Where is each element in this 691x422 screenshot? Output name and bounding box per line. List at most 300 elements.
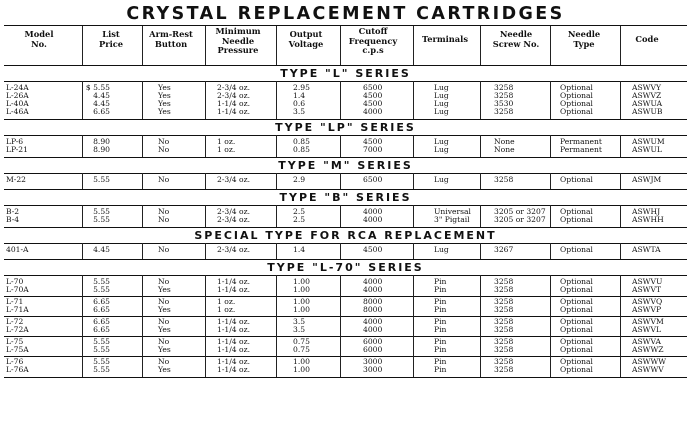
cell-terminals: Pin — [434, 325, 447, 334]
cell-needle-type: Optional — [560, 215, 593, 224]
cell-terminals: Pin — [434, 357, 447, 366]
column-divider — [205, 81, 206, 119]
cell-needle-screw-no: 3258 — [494, 91, 514, 100]
header-column-divider — [480, 26, 481, 65]
cell-terminals: Lug — [434, 245, 449, 254]
header-top-rule — [4, 25, 687, 26]
column-divider — [276, 81, 277, 119]
cell-needle-type: Permanent — [560, 137, 602, 146]
header-column-divider — [205, 26, 206, 65]
header-column-divider — [276, 26, 277, 65]
cell-needle-pressure: 1-1/4 oz. — [217, 285, 251, 294]
header-needle-type: Needle Type — [567, 29, 601, 49]
cell-cutoff-frequency: 6500 — [363, 175, 383, 184]
header-needle-pressure: Minimum Needle Pressure — [215, 26, 261, 55]
cell-code: ASWTA — [632, 245, 661, 254]
cell-arm-rest-button: Yes — [158, 365, 171, 374]
column-divider — [620, 205, 621, 227]
cell-terminals: Pin — [434, 345, 447, 354]
cell-needle-pressure: 1-1/4 oz. — [217, 317, 251, 326]
cell-arm-rest-button: No — [158, 175, 170, 184]
column-divider — [550, 135, 551, 157]
cell-list-price: 5.55 — [93, 357, 110, 366]
section-title: TYPE "LP" SERIES — [275, 121, 416, 134]
cell-needle-type: Permanent — [560, 145, 602, 154]
column-divider — [480, 81, 481, 119]
cell-needle-pressure: 1-1/4 oz. — [217, 107, 251, 116]
cell-needle-type: Optional — [560, 317, 593, 326]
cell-code: ASWVT — [632, 285, 662, 294]
column-divider — [550, 243, 551, 259]
column-headers — [4, 27, 687, 65]
cell-needle-screw-no: 3258 — [494, 337, 514, 346]
cell-needle-type: Optional — [560, 99, 593, 108]
header-output-voltage: Output Voltage — [288, 29, 324, 49]
table-row — [4, 216, 687, 224]
cell-list-price: 6.65 — [93, 107, 110, 116]
cell-needle-type: Optional — [560, 245, 593, 254]
cell-list-price: 6.65 — [93, 305, 110, 314]
column-divider — [205, 243, 206, 259]
cell-code: ASWVP — [632, 305, 662, 314]
cell-arm-rest-button: Yes — [158, 99, 171, 108]
column-divider — [276, 205, 277, 227]
cell-cutoff-frequency: 4000 — [363, 285, 383, 294]
cell-output-voltage: 2.9 — [293, 175, 306, 184]
cell-code: ASWVY — [632, 83, 661, 92]
cell-code: ASWVA — [632, 337, 661, 346]
cell-cutoff-frequency: 4000 — [363, 107, 383, 116]
cell-code: ASWUM — [632, 137, 665, 146]
cell-cutoff-frequency: 7000 — [363, 145, 383, 154]
cell-list-price: 8.90 — [93, 137, 110, 146]
table-row — [4, 306, 687, 314]
cell-output-voltage: 1.00 — [293, 365, 310, 374]
column-divider — [82, 135, 83, 157]
cell-list-price: 4.45 — [93, 245, 110, 254]
column-divider — [413, 135, 414, 157]
column-divider — [480, 243, 481, 259]
cell-code: ASWVQ — [632, 297, 663, 306]
cell-code: ASWUL — [632, 145, 662, 154]
cell-list-price: 5.55 — [93, 207, 110, 216]
cell-list-price: 5.55 — [93, 337, 110, 346]
column-divider — [276, 275, 277, 377]
cell-code: ASWUA — [632, 99, 663, 108]
cell-output-voltage: 3.5 — [293, 325, 306, 334]
table-row — [4, 326, 687, 334]
column-divider — [82, 243, 83, 259]
cell-terminals: Pin — [434, 365, 447, 374]
cell-needle-pressure: 1-1/4 oz. — [217, 337, 251, 346]
section-title: TYPE "B" SERIES — [279, 191, 412, 204]
column-divider — [550, 81, 551, 119]
cell-arm-rest-button: No — [158, 277, 170, 286]
cell-output-voltage: 1.00 — [293, 357, 310, 366]
column-divider — [205, 173, 206, 189]
cell-list-price: 5.55 — [93, 277, 110, 286]
cell-cutoff-frequency: 4500 — [363, 137, 383, 146]
cell-code: ASWWW — [632, 357, 667, 366]
header-model: Model No. — [24, 29, 54, 49]
cell-model-no: L-76 — [6, 357, 24, 366]
cell-terminals: Lug — [434, 107, 449, 116]
cell-cutoff-frequency: 4500 — [363, 91, 383, 100]
cell-cutoff-frequency: 3000 — [363, 357, 383, 366]
cell-terminals: Pin — [434, 297, 447, 306]
cell-cutoff-frequency: 4000 — [363, 325, 383, 334]
cell-model-no: L-26A — [6, 91, 29, 100]
table-row — [4, 286, 687, 294]
cell-arm-rest-button: Yes — [158, 305, 171, 314]
cell-arm-rest-button: No — [158, 207, 170, 216]
cell-needle-screw-no: 3258 — [494, 83, 514, 92]
column-divider — [142, 205, 143, 227]
cell-arm-rest-button: Yes — [158, 285, 171, 294]
column-divider — [340, 81, 341, 119]
cell-needle-type: Optional — [560, 285, 593, 294]
column-divider — [413, 205, 414, 227]
cell-arm-rest-button: No — [158, 297, 170, 306]
cell-needle-pressure: 1-1/4 oz. — [217, 365, 251, 374]
cell-cutoff-frequency: 6000 — [363, 337, 383, 346]
cell-needle-pressure: 1-1/4 oz. — [217, 325, 251, 334]
column-divider — [205, 275, 206, 377]
cell-code: ASWWZ — [632, 345, 664, 354]
cell-model-no: L-72 — [6, 317, 24, 326]
column-divider — [620, 81, 621, 119]
cell-needle-pressure: 2-3/4 oz. — [217, 175, 251, 184]
section-top-rule — [4, 227, 687, 228]
cell-needle-pressure: 2-3/4 oz. — [217, 91, 251, 100]
cell-cutoff-frequency: 4000 — [363, 277, 383, 286]
cell-list-price: 6.65 — [93, 297, 110, 306]
section-title-rule — [4, 205, 687, 206]
cell-output-voltage: 2.95 — [293, 83, 310, 92]
cell-output-voltage: 1.00 — [293, 297, 310, 306]
cell-model-no: B-2 — [6, 207, 20, 216]
cell-cutoff-frequency: 4000 — [363, 317, 383, 326]
cell-needle-pressure: 1-1/4 oz. — [217, 345, 251, 354]
cell-model-no: L-72A — [6, 325, 29, 334]
column-divider — [340, 275, 341, 377]
header-cutoff-frequency: Cutoff Frequency c.p.s — [348, 26, 398, 55]
cell-output-voltage: 1.4 — [293, 245, 306, 254]
column-divider — [413, 243, 414, 259]
cell-output-voltage: 3.5 — [293, 107, 306, 116]
cell-needle-type: Optional — [560, 365, 593, 374]
cell-list-price: 6.65 — [93, 325, 110, 334]
cell-cutoff-frequency: 4000 — [363, 215, 383, 224]
cell-model-no: LP-21 — [6, 145, 28, 154]
cell-terminals: Universal — [434, 207, 471, 216]
cell-model-no: L-75 — [6, 337, 24, 346]
cell-list-price: 4.45 — [93, 91, 110, 100]
cell-model-no: L-40A — [6, 99, 29, 108]
cell-arm-rest-button: Yes — [158, 107, 171, 116]
table-row — [4, 346, 687, 354]
cell-terminals: 3" Pigtail — [434, 215, 470, 224]
cell-needle-screw-no: 3530 — [494, 99, 514, 108]
cell-needle-pressure: 1-1/4 oz. — [217, 357, 251, 366]
section-title: SPECIAL TYPE FOR RCA REPLACEMENT — [194, 229, 497, 242]
section-title-rule — [4, 243, 687, 244]
cell-terminals: Pin — [434, 317, 447, 326]
cell-output-voltage: 2.5 — [293, 207, 306, 216]
cell-needle-type: Optional — [560, 297, 593, 306]
column-divider — [413, 81, 414, 119]
header-column-divider — [340, 26, 341, 65]
cell-needle-pressure: 2-3/4 oz. — [217, 215, 251, 224]
column-divider — [142, 173, 143, 189]
cell-arm-rest-button: No — [158, 317, 170, 326]
cell-cutoff-frequency: 8000 — [363, 297, 383, 306]
table-row — [4, 366, 687, 374]
cell-needle-type: Optional — [560, 107, 593, 116]
table-row — [4, 108, 687, 116]
page-title: CRYSTAL REPLACEMENT CARTRIDGES — [126, 4, 565, 24]
column-divider — [276, 173, 277, 189]
cell-needle-type: Optional — [560, 207, 593, 216]
column-divider — [480, 173, 481, 189]
cell-terminals: Pin — [434, 285, 447, 294]
cell-code: ASWUB — [632, 107, 663, 116]
cell-list-price: 5.55 — [93, 215, 110, 224]
column-divider — [480, 205, 481, 227]
section-title: TYPE "L-70" SERIES — [267, 261, 424, 274]
cell-code: ASWVZ — [632, 91, 662, 100]
section-title: TYPE "M" SERIES — [278, 159, 413, 172]
column-divider — [276, 135, 277, 157]
column-divider — [340, 205, 341, 227]
cell-terminals: Lug — [434, 91, 449, 100]
cell-model-no: M-22 — [6, 175, 27, 184]
cell-model-no: L-76A — [6, 365, 29, 374]
cell-terminals: Lug — [434, 99, 449, 108]
cell-needle-type: Optional — [560, 175, 593, 184]
section-title-rule — [4, 135, 687, 136]
cell-arm-rest-button: Yes — [158, 91, 171, 100]
header-price: List Price — [98, 29, 124, 49]
cell-needle-screw-no: 3258 — [494, 357, 514, 366]
cell-code: ASWVM — [632, 317, 664, 326]
cell-needle-screw-no: 3205 or 3207 — [494, 215, 546, 224]
cell-list-price: $ 5.55 — [85, 83, 110, 92]
column-divider — [413, 173, 414, 189]
column-divider — [480, 135, 481, 157]
header-needle-screw: Needle Screw No. — [492, 29, 540, 49]
header-terminals: Terminals — [421, 34, 469, 44]
cell-needle-screw-no: 3205 or 3207 — [494, 207, 546, 216]
cell-list-price: 5.55 — [93, 345, 110, 354]
cell-code: ASWVL — [632, 325, 662, 334]
cell-needle-screw-no: None — [494, 145, 515, 154]
header-column-divider — [550, 26, 551, 65]
cell-needle-screw-no: 3258 — [494, 107, 514, 116]
cell-needle-pressure: 2-3/4 oz. — [217, 245, 251, 254]
column-divider — [82, 81, 83, 119]
cell-terminals: Lug — [434, 175, 449, 184]
column-divider — [550, 275, 551, 377]
cell-model-no: L-24A — [6, 83, 29, 92]
column-divider — [480, 275, 481, 377]
section-title-rule — [4, 275, 687, 276]
cell-needle-pressure: 1-1/4 oz. — [217, 99, 251, 108]
cell-list-price: 5.55 — [93, 175, 110, 184]
cell-cutoff-frequency: 4000 — [363, 207, 383, 216]
cell-arm-rest-button: Yes — [158, 325, 171, 334]
cell-needle-screw-no: 3258 — [494, 325, 514, 334]
cell-cutoff-frequency: 4500 — [363, 99, 383, 108]
column-divider — [82, 205, 83, 227]
cell-needle-pressure: 1 oz. — [217, 145, 236, 154]
column-divider — [620, 173, 621, 189]
cell-needle-pressure: 1 oz. — [217, 137, 236, 146]
section-top-rule — [4, 157, 687, 158]
header-column-divider — [620, 26, 621, 65]
cell-output-voltage: 1.00 — [293, 285, 310, 294]
header-column-divider — [82, 26, 83, 65]
cell-output-voltage: 1.00 — [293, 305, 310, 314]
cell-needle-screw-no: 3258 — [494, 365, 514, 374]
cell-output-voltage: 1.00 — [293, 277, 310, 286]
cell-output-voltage: 1.4 — [293, 91, 306, 100]
cell-list-price: 5.55 — [93, 285, 110, 294]
cell-needle-screw-no: 3267 — [494, 245, 514, 254]
cell-cutoff-frequency: 8000 — [363, 305, 383, 314]
cell-output-voltage: 0.85 — [293, 145, 310, 154]
cell-arm-rest-button: Yes — [158, 345, 171, 354]
cell-needle-screw-no: 3258 — [494, 317, 514, 326]
cell-needle-screw-no: 3258 — [494, 345, 514, 354]
header-column-divider — [142, 26, 143, 65]
cell-needle-screw-no: 3258 — [494, 277, 514, 286]
cell-output-voltage: 2.5 — [293, 215, 306, 224]
column-divider — [142, 81, 143, 119]
header-column-divider — [413, 26, 414, 65]
cell-code: ASWWV — [632, 365, 664, 374]
cell-output-voltage: 0.6 — [293, 99, 306, 108]
cell-model-no: L-75A — [6, 345, 29, 354]
section-title-rule — [4, 81, 687, 82]
section-title: TYPE "L" SERIES — [280, 67, 411, 80]
cell-needle-screw-no: 3258 — [494, 297, 514, 306]
cell-code: ASWJM — [632, 175, 662, 184]
cell-terminals: Lug — [434, 137, 449, 146]
cell-needle-screw-no: 3258 — [494, 285, 514, 294]
cell-needle-pressure: 1 oz. — [217, 297, 236, 306]
cell-model-no: B-4 — [6, 215, 20, 224]
cell-needle-screw-no: 3258 — [494, 305, 514, 314]
cell-output-voltage: 0.75 — [293, 337, 310, 346]
section-title-rule — [4, 173, 687, 174]
cell-needle-type: Optional — [560, 277, 593, 286]
cell-model-no: L-70 — [6, 277, 24, 286]
column-divider — [340, 243, 341, 259]
cell-model-no: L-71A — [6, 305, 29, 314]
column-divider — [205, 135, 206, 157]
cell-list-price: 6.65 — [93, 317, 110, 326]
column-divider — [413, 275, 414, 377]
cell-needle-pressure: 1-1/4 oz. — [217, 277, 251, 286]
column-divider — [142, 275, 143, 377]
cell-list-price: 5.55 — [93, 365, 110, 374]
cell-needle-pressure: 2-3/4 oz. — [217, 207, 251, 216]
cell-arm-rest-button: No — [158, 245, 170, 254]
column-divider — [82, 173, 83, 189]
section-top-rule — [4, 259, 687, 260]
column-divider — [550, 205, 551, 227]
table-row — [4, 246, 687, 254]
section-top-rule — [4, 65, 687, 66]
cell-terminals: Pin — [434, 277, 447, 286]
cell-terminals: Pin — [434, 337, 447, 346]
cell-model-no: LP-6 — [6, 137, 24, 146]
cell-terminals: Pin — [434, 305, 447, 314]
cell-needle-type: Optional — [560, 91, 593, 100]
header-code: Code — [635, 34, 659, 44]
cell-code: ASWHH — [632, 215, 664, 224]
cell-model-no: 401-A — [6, 245, 29, 254]
column-divider — [205, 205, 206, 227]
section-top-rule — [4, 189, 687, 190]
column-divider — [620, 243, 621, 259]
cell-model-no: L-70A — [6, 285, 29, 294]
column-divider — [550, 173, 551, 189]
column-divider — [620, 275, 621, 377]
header-arm-rest: Arm-Rest Button — [149, 29, 193, 49]
column-divider — [142, 135, 143, 157]
column-divider — [276, 243, 277, 259]
cell-arm-rest-button: No — [158, 357, 170, 366]
cell-needle-type: Optional — [560, 357, 593, 366]
cell-needle-screw-no: None — [494, 137, 515, 146]
cell-arm-rest-button: Yes — [158, 83, 171, 92]
cell-list-price: 8.90 — [93, 145, 110, 154]
cell-output-voltage: 3.5 — [293, 317, 306, 326]
cell-code: ASWHJ — [632, 207, 661, 216]
cell-cutoff-frequency: 6500 — [363, 83, 383, 92]
cell-cutoff-frequency: 6000 — [363, 345, 383, 354]
cell-needle-pressure: 1 oz. — [217, 305, 236, 314]
cell-output-voltage: 0.75 — [293, 345, 310, 354]
cell-model-no: L-71 — [6, 297, 24, 306]
cell-code: ASWVU — [632, 277, 663, 286]
column-divider — [620, 135, 621, 157]
column-divider — [340, 135, 341, 157]
cell-needle-type: Optional — [560, 337, 593, 346]
cell-needle-type: Optional — [560, 305, 593, 314]
cell-needle-type: Optional — [560, 83, 593, 92]
cell-terminals: Lug — [434, 83, 449, 92]
cell-needle-pressure: 2-3/4 oz. — [217, 83, 251, 92]
cell-arm-rest-button: No — [158, 145, 170, 154]
table-row — [4, 146, 687, 154]
column-divider — [82, 275, 83, 377]
cell-output-voltage: 0.85 — [293, 137, 310, 146]
table-bottom-rule — [4, 377, 687, 378]
cell-needle-type: Optional — [560, 325, 593, 334]
cell-arm-rest-button: No — [158, 137, 170, 146]
cell-needle-screw-no: 3258 — [494, 175, 514, 184]
section-top-rule — [4, 119, 687, 120]
column-divider — [142, 243, 143, 259]
cell-cutoff-frequency: 4500 — [363, 245, 383, 254]
cell-model-no: L-46A — [6, 107, 29, 116]
column-divider — [340, 173, 341, 189]
cell-needle-type: Optional — [560, 345, 593, 354]
cell-cutoff-frequency: 3000 — [363, 365, 383, 374]
